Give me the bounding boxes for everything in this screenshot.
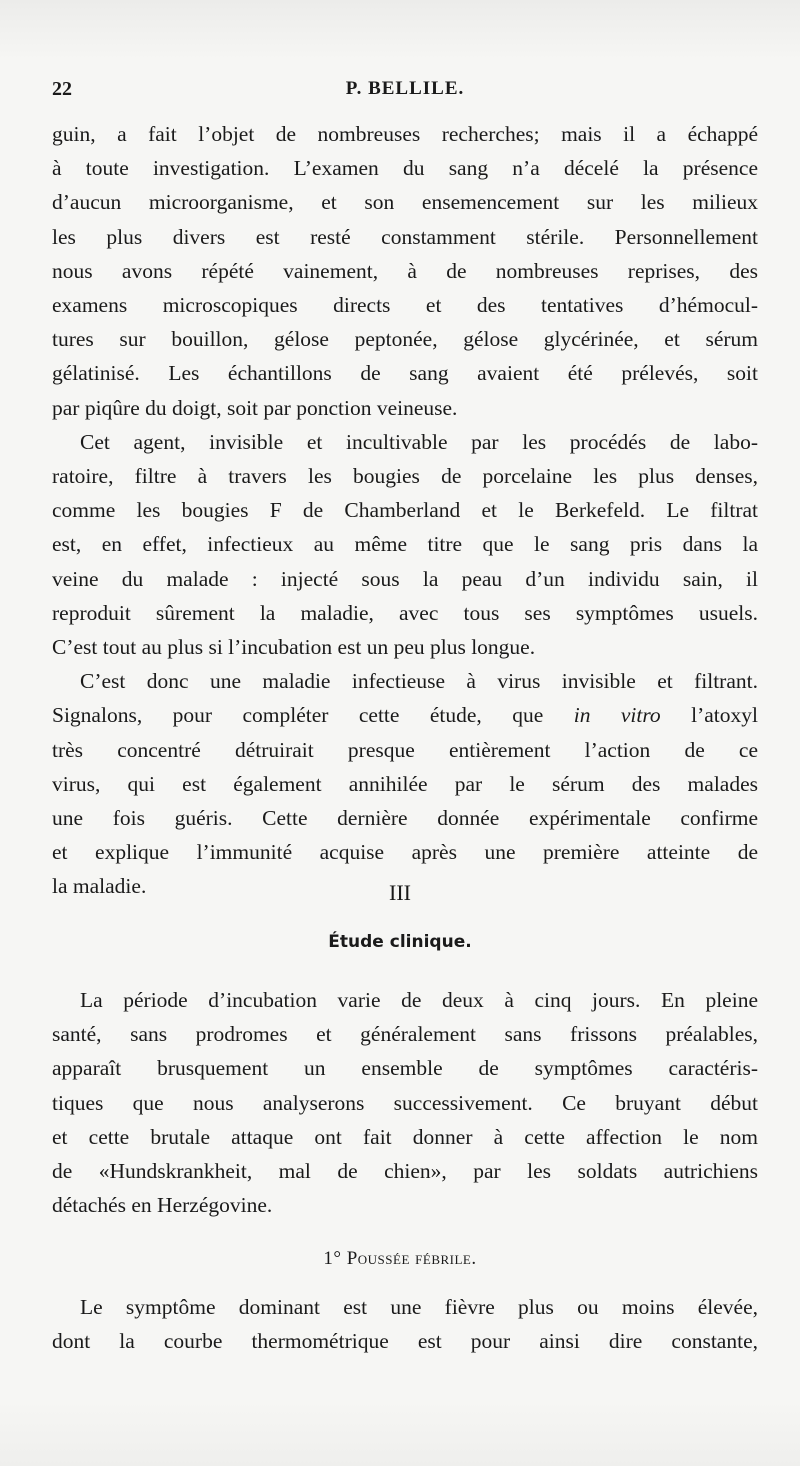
text-line: examens microscopiques directs et des tentatives d’hémocul- [52, 293, 758, 318]
subsection-number: 1° [323, 1248, 342, 1269]
main-text [52, 117, 758, 904]
text-line: de «Hundskrankheit, mal de chien», par les soldats autrichiens [52, 1159, 758, 1184]
text-line: nous avons répété vainement, à de nombreuses reprises, des [52, 258, 758, 283]
italic-phrase: in vitro [573, 703, 661, 728]
text-segment: Signalons, pour compléter cette étude, que [52, 703, 574, 728]
section-number: III [389, 880, 411, 905]
text-line: comme les bougies F de Chamberland et le Berkefeld. Le filtrat [52, 498, 758, 523]
text-line: et explique l’immunité acquise après une première atteinte de [52, 840, 758, 865]
text-line: ratoire, filtre à travers les bougies de porcelaine les plus denses, [52, 464, 758, 489]
text-line: reproduit sûrement la maladie, avec tous ses symptômes usuels. [52, 600, 758, 625]
text-line: Cet agent, invisible et incultivable par les procédés de labo- [80, 429, 758, 454]
text-line: Le symptôme dominant est une fièvre plus ou moins élevée, [80, 1295, 758, 1319]
text-line: C’est donc une maladie infectieuse à virus invisible et filtrant. [80, 669, 758, 694]
subsection-title: Poussée fébrile. [346, 1248, 477, 1269]
text-line: gélatinisé. Les échantillons de sang avaient été prélevés, soit [52, 361, 758, 386]
text-line: la maladie. [52, 874, 147, 899]
text-line: à toute investigation. L’examen du sang n’a décelé la présence [52, 156, 758, 181]
text-line: une fois guéris. Cette dernière donnée expérimentale confirme [52, 806, 758, 831]
text-line: détachés en Herzégovine. [52, 1193, 273, 1218]
running-head: P. BELLILE. [345, 78, 465, 99]
text-line: et cette brutale attaque ont fait donner à cette affection le nom [52, 1124, 758, 1149]
text-line: veine du malade : injecté sous la peau d’un individu sain, il [52, 566, 758, 591]
text-line: tures sur bouillon, gélose peptonée, gélose glycérinée, et sérum [52, 327, 758, 352]
paragraph-1 [52, 117, 758, 425]
text-line: guin, a fait l’objet de nombreuses recherches; mais il a échappé [52, 122, 758, 146]
text-line: d’aucun microorganisme, et son ensemencement sur les milieux [52, 190, 758, 215]
text-line: par piqûre du doigt, soit par ponction veineuse. [52, 395, 458, 420]
text-line: virus, qui est également annihilée par le sérum des malades [52, 771, 758, 796]
section-title: Étude clinique. [328, 932, 472, 952]
text-line: très concentré détruirait presque entièrement l’action de ce [52, 737, 758, 762]
text-line: tiques que nous analyserons successivement. Ce bruyant début [52, 1090, 758, 1115]
text-line: les plus divers est resté constamment stérile. Personnellement [52, 224, 758, 249]
paragraph-5 [52, 1290, 758, 1358]
text-line [52, 698, 758, 732]
text-line: est, en effet, infectieux au même titre que le sang pris dans la [52, 532, 758, 557]
text-line: apparaît brusquement un ensemble de symptômes caractéris- [52, 1056, 758, 1081]
page-header [52, 78, 758, 108]
page-number: 22 [52, 78, 72, 100]
text-segment: l’atoxyl [660, 703, 758, 728]
text-line: C’est tout au plus si l’incubation est un peu plus longue. [52, 635, 536, 660]
text-line: santé, sans prodromes et généralement sans frissons préalables, [52, 1022, 758, 1047]
text-line: La période d’incubation varie de deux à cinq jours. En pleine [80, 988, 758, 1012]
paragraph-2 [52, 425, 758, 664]
text-line: dont la courbe thermométrique est pour ainsi dire constante, [52, 1329, 758, 1354]
paragraph-4 [52, 983, 758, 1222]
subsection-heading [0, 1248, 800, 1270]
paragraph-3 [52, 664, 758, 903]
